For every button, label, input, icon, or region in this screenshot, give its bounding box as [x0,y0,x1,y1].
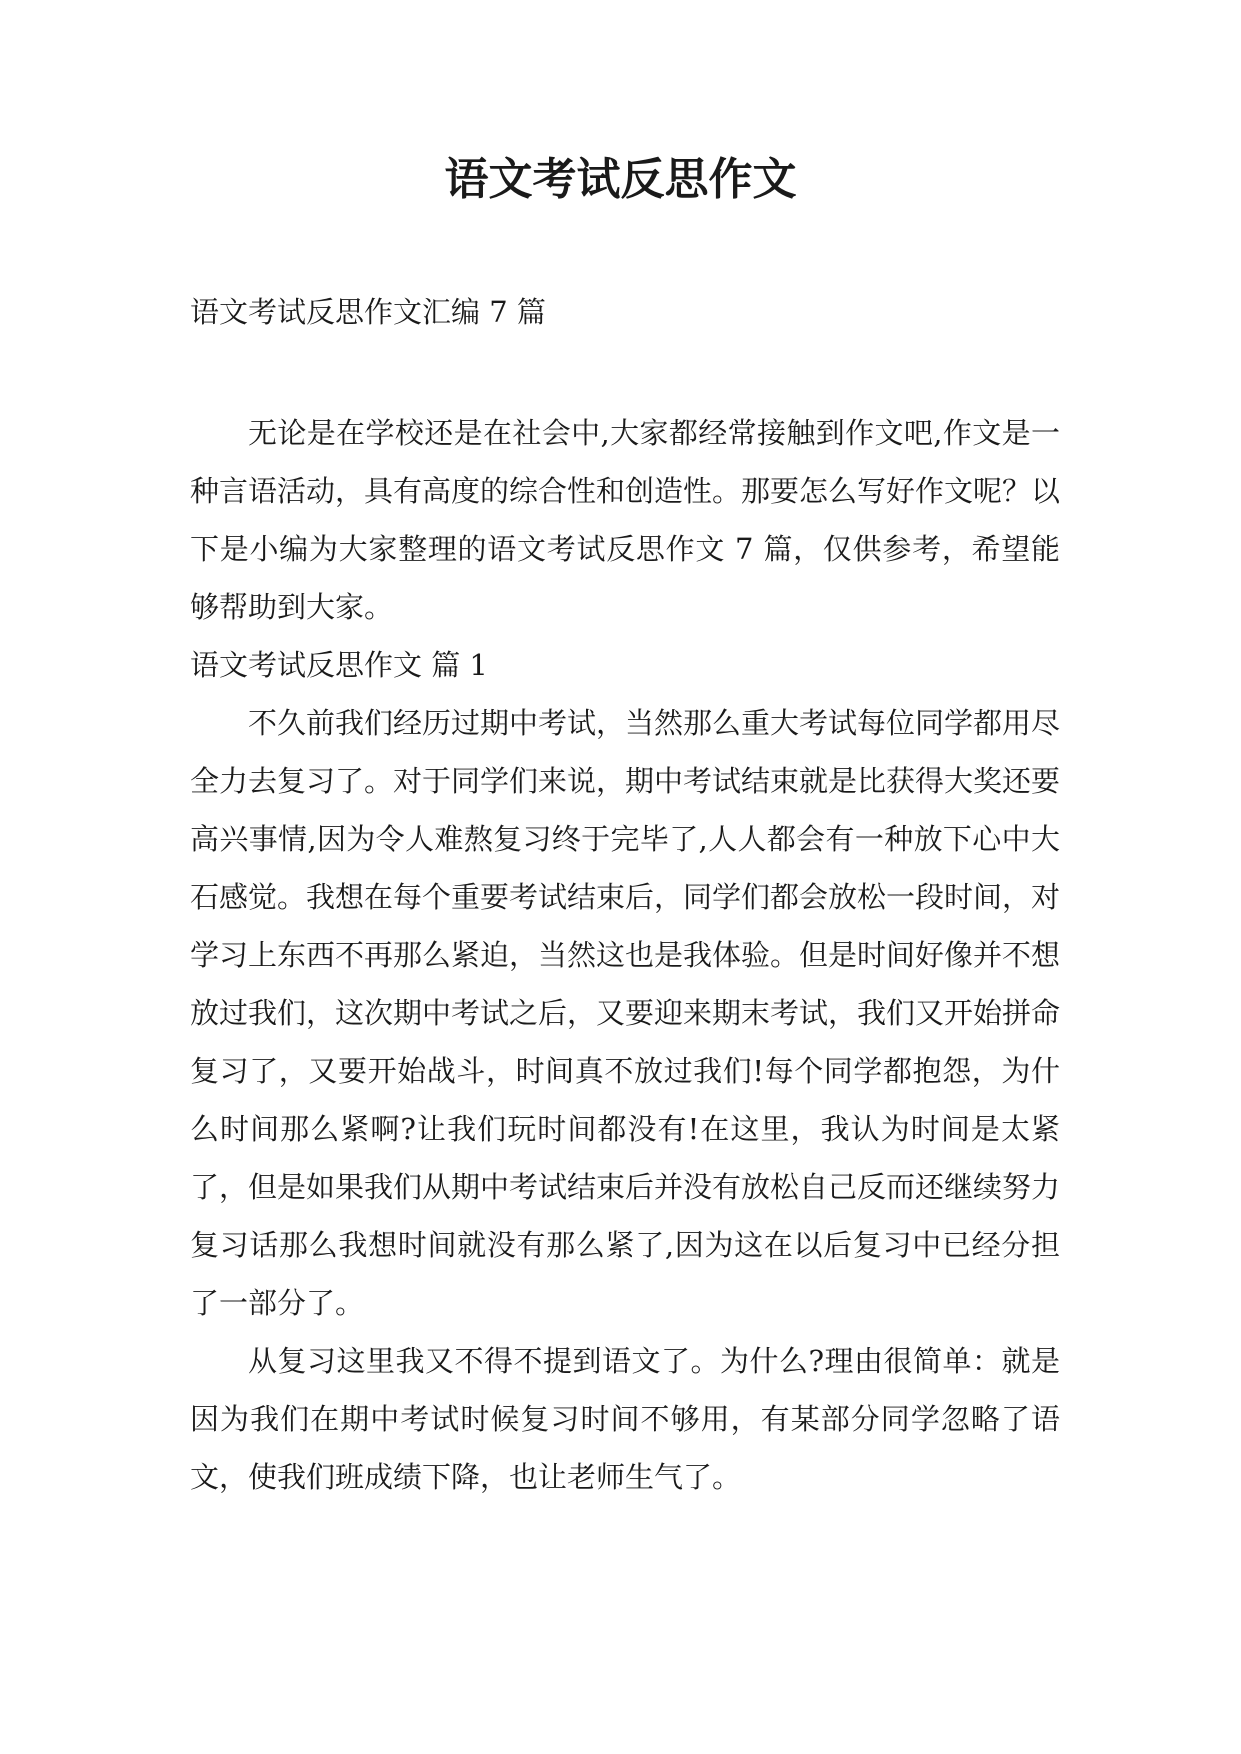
intro-paragraph: 无论是在学校还是在社会中,大家都经常接触到作文吧,作文是一种言语活动，具有高度的综合性和创造性。那要怎么写好作文呢？以下是小编为大家整理的语文考试反思作文 7 篇，仅供参考，希望能够帮助到大家。 [190,416,1061,624]
document-title: 语文考试反思作文 [444,154,797,205]
section-heading: 语文考试反思作文 篇 1 [190,648,488,682]
document-subtitle: 语文考试反思作文汇编 7 篇 [190,295,546,329]
body-paragraph: 从复习这里我又不得不提到语文了。为什么?理由很简单：就是因为我们在期中考试时候复习时间不够用，有某部分同学忽略了语文，使我们班成绩下降，也让老师生气了。 [190,1344,1060,1494]
document-body [190,404,1060,1506]
body-paragraph: 不久前我们经历过期中考试，当然那么重大考试每位同学都用尽全力去复习了。对于同学们来说，期中考试结束就是比获得大奖还要高兴事情,因为令人难熬复习终于完毕了,人人都会有一种放下心中大石感觉。我想在每个重要考试结束后，同学们都会放松一段时间，对学习上东西不再那么紧迫，当然这也是我体验。但是时间好像并不想放过我们，这次期中考试之后，又要迎来期末考试，我们又开始拼命复习了，又要开始战斗，时间真不放过我们!每个同学都抱怨，为什么时间那么紧啊?让我们玩时间都没有!在这里，我认为时间是太紧了，但是如果我们从期中考试结束后并没有放松自己反而还继续努力复习话那么我想时间就没有那么紧了,因为这在以后复习中已经分担了一部分了。 [190,706,1061,1320]
